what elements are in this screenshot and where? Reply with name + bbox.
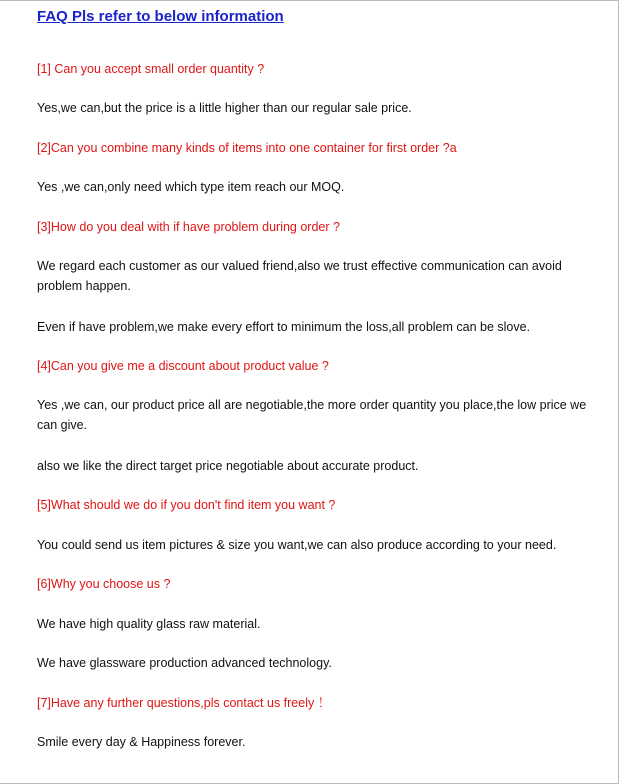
faq-answer-5: You could send us item pictures & size you want,we can also produce according to your need. bbox=[37, 538, 557, 552]
faq-answer-6-part-1: We have high quality glass raw material. bbox=[37, 617, 261, 631]
faq-question-6: [6]Why you choose us ? bbox=[37, 577, 171, 591]
faq-question-1: [1] Can you accept small order quantity ? bbox=[37, 62, 265, 76]
faq-answer-3-part-1: We regard each customer as our valued friend,also we trust effective communication can avoid problem happen. bbox=[37, 259, 562, 293]
faq-answer-7: Smile every day & Happiness forever. bbox=[37, 735, 246, 749]
faq-question-2: [2]Can you combine many kinds of items into one container for first order ?a bbox=[37, 141, 457, 155]
faq-question-3: [3]How do you deal with if have problem during order ? bbox=[37, 220, 340, 234]
faq-question-5: [5]What should we do if you don't find item you want ? bbox=[37, 498, 336, 512]
faq-title: FAQ Pls refer to below information bbox=[37, 8, 284, 25]
faq-answer-1: Yes,we can,but the price is a little higher than our regular sale price. bbox=[37, 101, 412, 115]
faq-question-7: [7]Have any further questions,pls contact us freely ！ bbox=[37, 696, 331, 710]
faq-answer-4-part-2: also we like the direct target price negotiable about accurate product. bbox=[37, 459, 419, 473]
faq-answer-6-part-2: We have glassware production advanced technology. bbox=[37, 656, 332, 670]
faq-answer-3-part-2: Even if have problem,we make every effort to minimum the loss,all problem can be slove. bbox=[37, 320, 531, 334]
faq-question-4: [4]Can you give me a discount about product value ? bbox=[37, 359, 329, 373]
faq-answer-2: Yes ,we can,only need which type item reach our MOQ. bbox=[37, 180, 345, 194]
faq-answer-4-part-1: Yes ,we can, our product price all are negotiable,the more order quantity you place,the low price we can give. bbox=[37, 398, 587, 432]
